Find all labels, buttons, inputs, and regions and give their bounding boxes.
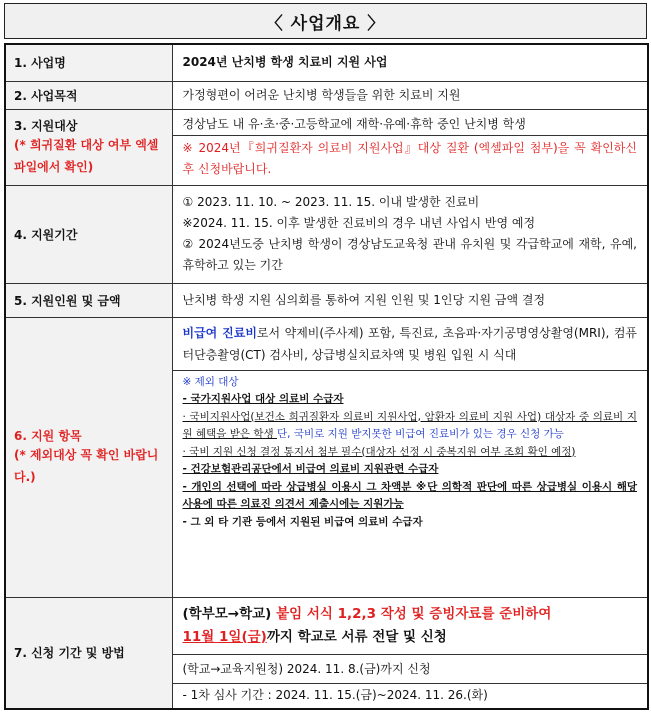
support-items-cell (172, 317, 648, 597)
table-row (5, 44, 648, 81)
exclusion-title: ※ 제외 대상 (182, 375, 239, 388)
row-label: 7. 신청 기간 및 방법 (5, 597, 172, 709)
row-label: 4. 지원기간 (5, 185, 172, 283)
table-row (5, 109, 648, 185)
application-step-school: (학교→교육지원청) 2024. 11. 8.(금)까지 신청 (173, 654, 648, 683)
application-review-period: - 1차 심사 기간 : 2024. 11. 15.(금)~2024. 11. 26.(화) (173, 683, 648, 706)
row-label-text: 6. 지원 항목 (14, 428, 82, 443)
table-row (5, 597, 648, 709)
row-label: 2. 사업목적 (5, 81, 172, 109)
highlight-text: 비급여 진료비 (182, 325, 257, 340)
period-line: ② 2024년도중 난치병 학생이 경상남도교육청 관내 유치원 및 각급학교에 재학, 유예, 휴학하고 있는 기간 (182, 237, 637, 272)
period-line: ※2024. 11. 15. 이후 발생한 진료비의 경우 내년 사업시 반영 예정 (182, 216, 536, 230)
application-step-parent (173, 598, 648, 654)
table-row (5, 185, 648, 283)
period-line: ① 2023. 11. 10. ~ 2023. 11. 15. 이내 발생한 진료비 (182, 195, 480, 209)
exclusion-list (173, 370, 648, 535)
step-prefix: (학부모→학교) (182, 605, 277, 622)
table-row (5, 317, 648, 597)
step-highlight: 붙임 서식 1,2,3 작성 및 증빙자료를 준비하여 (276, 605, 552, 622)
support-target-note: ※ 2024년『희귀질환자 의료비 지원사업』대상 질환 (엑셀파일 첨부)을 꼭 확인하신 후 신청바랍니다. (173, 135, 648, 182)
row-label-text: 3. 지원대상 (14, 118, 78, 133)
exclusion-item: - 건강보험관리공단에서 비급여 의료비 지원관련 수급자 (182, 463, 439, 475)
step-deadline: 11월 1일(금) (182, 628, 267, 645)
application-cell (172, 597, 648, 709)
row-label-note: (* 희귀질환 대상 여부 엑셀파일에서 확인) (14, 137, 159, 174)
row-label: 5. 지원인원 및 금액 (5, 283, 172, 317)
step-rest: 까지 학교로 서류 전달 및 신청 (266, 628, 447, 645)
support-target-text: 경상남도 내 유·초·중·고등학교에 재학·유예·휴학 중인 난치병 학생 (182, 116, 526, 131)
overview-table (4, 43, 649, 710)
exclusion-item: - 개인의 선택에 따라 상급병실 이용시 그 차액분 ※단 의학적 판단에 따른 상급병실 이용시 해당 사용에 따른 의료진 의견서 제출시에는 지원가능 (182, 480, 637, 510)
section-title: 〈 사업개요 〉 (4, 3, 647, 39)
table-row (5, 81, 648, 109)
exclusion-item: - 국가지원사업 대상 의료비 수급자 (182, 393, 344, 405)
row-label (5, 109, 172, 185)
project-name: 2024년 난치병 학생 치료비 지원 사업 (172, 44, 648, 81)
support-items-text: 로서 약제비(주사제) 포함, 특진료, 초음파·자기공명영상촬영(MRI), 컴퓨터단층촬영(CT) 검사비, 상급병실치료차액 및 병원 입원 시 식대 (182, 325, 638, 362)
exclusion-exception: 단, 국비로 지원 받지못한 비급여 진료비가 있는 경우 신청 가능 (277, 428, 564, 440)
support-amount: 난치병 학생 지원 심의회를 통하여 지원 인원 및 1인당 지원 금액 결정 (172, 283, 648, 317)
table-row (5, 283, 648, 317)
support-target-cell (172, 109, 648, 185)
exclusion-item: - 그 외 타 기관 등에서 지원된 비급여 의료비 수급자 (182, 515, 423, 528)
row-label-note: (* 제외대상 꼭 확인 바랍니다.) (14, 447, 159, 484)
row-label (5, 317, 172, 597)
row-label: 1. 사업명 (5, 44, 172, 81)
project-purpose: 가정형편이 어려운 난치병 학생들을 위한 치료비 지원 (172, 81, 648, 109)
exclusion-item (183, 409, 638, 444)
exclusion-text: · 국비지원사업(보건소 희귀질환자 의료비 지원사업, 암환자 의료비 지원 사업) 대상자 중 의료비 지원 혜택을 받은 학생 (182, 410, 637, 440)
support-items-main (173, 318, 648, 370)
support-period (172, 185, 648, 283)
exclusion-item: · 국비 지원 신청 결정 통지서 첨부 필수(대상자 선정 시 중복지원 여부 조회 확인 예정) (182, 445, 576, 458)
